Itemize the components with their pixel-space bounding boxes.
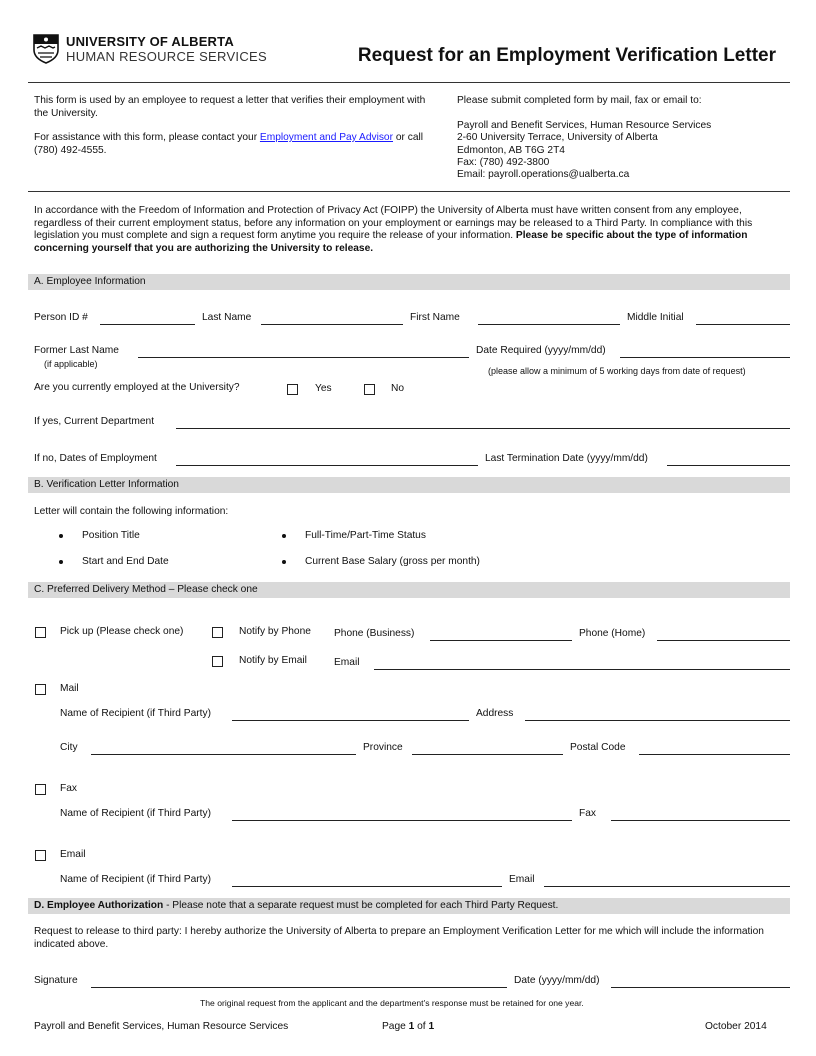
intro-assistance-pre: For assistance with this form, please contact your bbox=[34, 132, 260, 143]
last-name-label: Last Name bbox=[202, 312, 252, 323]
mail-address-label: Address bbox=[476, 708, 514, 719]
section-c-header bbox=[28, 582, 790, 598]
former-last-name-label: Former Last Name bbox=[34, 345, 119, 356]
footer-date: October 2014 bbox=[705, 1021, 767, 1032]
signature-field[interactable] bbox=[91, 987, 507, 988]
date-required-note: (please allow a minimum of 5 working days from date of request) bbox=[488, 366, 746, 376]
logo-line-2: HUMAN RESOURCE SERVICES bbox=[66, 49, 267, 64]
intro-purpose: This form is used by an employee to request a letter that verifies their employment with the University. bbox=[34, 95, 426, 119]
section-c-title bbox=[34, 584, 258, 595]
section-c-title-rest: – Please check one bbox=[165, 584, 258, 595]
letter-contents-lead: Letter will contain the following information: bbox=[34, 506, 229, 517]
email-address-label: Email bbox=[509, 874, 535, 885]
notify-email-checkbox[interactable] bbox=[212, 656, 223, 667]
page-total: 1 bbox=[428, 1021, 435, 1032]
middle-initial-label: Middle Initial bbox=[627, 312, 684, 323]
currently-employed-label: Are you currently employed at the University? bbox=[34, 382, 240, 393]
address-line-3: Edmonton, AB T6G 2T4 bbox=[457, 145, 565, 156]
section-d-title bbox=[34, 900, 558, 911]
mail-recipient-label: Name of Recipient (if Third Party) bbox=[60, 708, 211, 719]
footer-page-number bbox=[382, 1021, 434, 1032]
signature-label: Signature bbox=[34, 975, 78, 986]
dates-employment-label: If no, Dates of Employment bbox=[34, 453, 157, 464]
footer-department: Payroll and Benefit Services, Human Resource Services bbox=[34, 1021, 289, 1032]
signature-date-field[interactable] bbox=[611, 987, 790, 988]
section-b-title: B. Verification Letter Information bbox=[34, 479, 179, 490]
employed-no-label: No bbox=[391, 383, 405, 394]
intro-assistance-post: or call (780) 492-4555. bbox=[34, 132, 424, 156]
person-id-field[interactable] bbox=[100, 324, 195, 325]
bullet-icon bbox=[282, 560, 286, 564]
dates-employment-field[interactable] bbox=[176, 465, 478, 466]
employed-yes-label: Yes bbox=[315, 383, 332, 394]
city-label: City bbox=[60, 742, 78, 753]
section-a-header bbox=[28, 274, 790, 290]
date-required-field[interactable] bbox=[620, 357, 790, 358]
notify-email-field[interactable] bbox=[374, 669, 790, 670]
last-termination-field[interactable] bbox=[667, 465, 790, 466]
email-checkbox[interactable] bbox=[35, 850, 46, 861]
phone-business-label: Phone (Business) bbox=[334, 628, 415, 639]
first-name-field[interactable] bbox=[478, 324, 620, 325]
page-prefix: Page bbox=[382, 1021, 409, 1032]
logo-line-1: UNIVERSITY OF ALBERTA bbox=[66, 34, 234, 49]
item-ft-pt-status: Full-Time/Part-Time Status bbox=[305, 530, 426, 541]
bullet-icon bbox=[282, 534, 286, 538]
page-title: Request for an Employment Verification Letter bbox=[357, 45, 776, 66]
phone-home-field[interactable] bbox=[657, 640, 790, 641]
notify-phone-label: Notify by Phone bbox=[239, 626, 311, 637]
middle-initial-field[interactable] bbox=[696, 324, 790, 325]
current-department-label: If yes, Current Department bbox=[34, 416, 155, 427]
page-current: 1 bbox=[408, 1021, 415, 1032]
foip-bold: Please be specific about the type of information concerning yourself that you are authorizing the University to release. bbox=[34, 230, 748, 254]
mail-address-field[interactable] bbox=[525, 720, 790, 721]
if-applicable-note: (if applicable) bbox=[44, 359, 98, 369]
fax-number: Fax: (780) 492-3800 bbox=[457, 157, 550, 168]
section-d-title-rest: - Please note that a separate request must be completed for each Third Party Request. bbox=[163, 900, 559, 911]
first-name-label: First Name bbox=[410, 312, 460, 323]
submit-lead: Please submit completed form by mail, fax or email to: bbox=[457, 95, 702, 106]
last-termination-label: Last Termination Date (yyyy/mm/dd) bbox=[485, 453, 648, 464]
retention-note: The original request from the applicant and the department's response must be retained for one year. bbox=[200, 998, 584, 1008]
intro-rule bbox=[28, 191, 790, 192]
header-rule bbox=[28, 82, 790, 83]
item-position-title: Position Title bbox=[82, 530, 140, 541]
address-line-1: Payroll and Benefit Services, Human Resource Services bbox=[457, 120, 712, 131]
pickup-label: Pick up (Please check one) bbox=[60, 626, 184, 637]
shield-crest-icon bbox=[33, 34, 59, 64]
phone-business-field[interactable] bbox=[430, 640, 572, 641]
section-d-header bbox=[28, 898, 790, 914]
fax-recipient-field[interactable] bbox=[232, 820, 572, 821]
email-address: Email: payroll.operations@ualberta.ca bbox=[457, 169, 630, 180]
bullet-icon bbox=[59, 534, 63, 538]
page-middle: of bbox=[414, 1021, 429, 1032]
mail-checkbox[interactable] bbox=[35, 684, 46, 695]
fax-number-field[interactable] bbox=[611, 820, 790, 821]
notify-email-label: Notify by Email bbox=[239, 655, 307, 666]
employed-no-checkbox[interactable] bbox=[364, 384, 375, 395]
email-recipient-field[interactable] bbox=[232, 886, 502, 887]
item-start-end-date: Start and End Date bbox=[82, 556, 169, 567]
section-a-title: A. Employee Information bbox=[34, 276, 146, 287]
province-label: Province bbox=[363, 742, 403, 753]
city-field[interactable] bbox=[91, 754, 356, 755]
last-name-field[interactable] bbox=[261, 324, 403, 325]
notify-email-address-label: Email bbox=[334, 657, 360, 668]
foip-notice bbox=[34, 205, 786, 255]
pickup-checkbox[interactable] bbox=[35, 627, 46, 638]
intro-assistance bbox=[34, 132, 426, 157]
address-line-2: 2-60 University Terrace, University of Alberta bbox=[457, 132, 658, 143]
advisor-link[interactable]: Employment and Pay Advisor bbox=[259, 132, 393, 143]
date-required-label: Date Required (yyyy/mm/dd) bbox=[476, 345, 606, 356]
section-c-title-bold: C. Preferred Delivery Method bbox=[34, 584, 166, 595]
province-field[interactable] bbox=[412, 754, 563, 755]
phone-home-label: Phone (Home) bbox=[579, 628, 646, 639]
postal-code-label: Postal Code bbox=[570, 742, 626, 753]
notify-phone-checkbox[interactable] bbox=[212, 627, 223, 638]
signature-date-label: Date (yyyy/mm/dd) bbox=[514, 975, 600, 986]
fax-recipient-label: Name of Recipient (if Third Party) bbox=[60, 808, 211, 819]
foip-text: In accordance with the Freedom of Information and Protection of Privacy Act (FOIPP) the University of Alberta must have written consent from any employee, regardless of their current employment status, before any information on your employment or earnings may be released to a Third Party. In compliance with this legislation you must complete and sign a request form anytime you require the release of your information. bbox=[34, 205, 753, 241]
postal-code-field[interactable] bbox=[639, 754, 790, 755]
university-logo bbox=[33, 34, 59, 64]
email-option-label: Email bbox=[60, 849, 86, 860]
bullet-icon bbox=[59, 560, 63, 564]
employed-yes-checkbox[interactable] bbox=[287, 384, 298, 395]
item-base-salary: Current Base Salary (gross per month) bbox=[305, 556, 480, 567]
mail-label: Mail bbox=[60, 683, 79, 694]
email-address-field[interactable] bbox=[544, 886, 790, 887]
mail-recipient-field[interactable] bbox=[232, 720, 469, 721]
fax-number-label: Fax bbox=[579, 808, 596, 819]
former-last-name-field[interactable] bbox=[138, 357, 469, 358]
section-d-title-bold: D. Employee Authorization bbox=[34, 900, 164, 911]
section-b-header bbox=[28, 477, 790, 493]
email-recipient-label: Name of Recipient (if Third Party) bbox=[60, 874, 211, 885]
person-id-label: Person ID # bbox=[34, 312, 88, 323]
current-department-field[interactable] bbox=[176, 428, 790, 429]
fax-option-label: Fax bbox=[60, 783, 77, 794]
authorization-text: Request to release to third party: I hereby authorize the University of Alberta to prepare an Employment Verification Letter for me which will include the information indicated above. bbox=[34, 926, 764, 950]
fax-checkbox[interactable] bbox=[35, 784, 46, 795]
